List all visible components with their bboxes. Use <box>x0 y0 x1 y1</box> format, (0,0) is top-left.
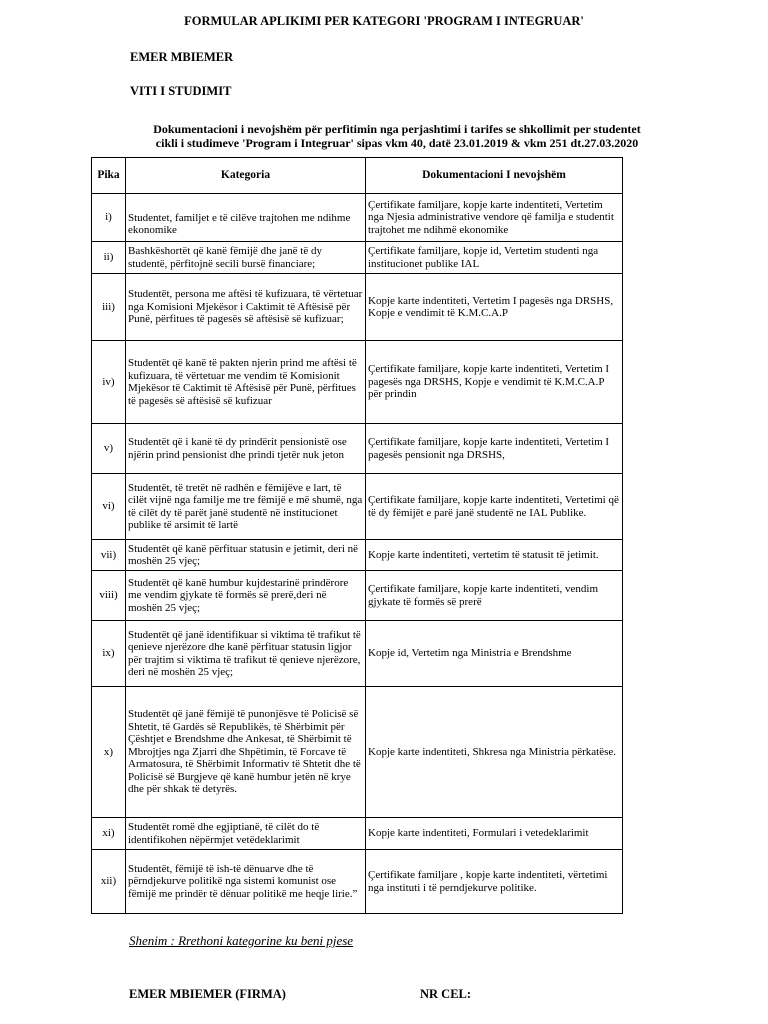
row-kategoria: Studentët, persona me aftësi të kufizuara, të vërtetuar nga Komisioni Mjekësor i Caktimit të Aftësisë për Punë, përfitues të pagesës së aftësisë së kufizuar; <box>126 274 366 341</box>
table-row <box>92 687 623 818</box>
phone-label: NR CEL: <box>420 987 472 1001</box>
table-row <box>92 341 623 424</box>
row-kategoria: Studentët që janë identifikuar si viktima të trafikut të qenieve njerëzore dhe kanë përfituar statusin ligjor për trajtim si viktima të trafikut të qenieve njerëzore, deri në moshën 25 vjeç; <box>126 621 366 687</box>
name-field-label: EMER MBIEMER <box>130 50 234 64</box>
row-dokumentacioni: Çertifikate familjare, kopje karte indentiteti, Vertetimi që të dy fëmijët e parë janë studentë ne IAL Publike. <box>366 474 623 540</box>
row-kategoria: Studentët që kanë humbur kujdestarinë prindërore me vendim gjykate të formës së prerë,deri në moshën 25 vjeç; <box>126 571 366 621</box>
row-kategoria: Studentët që kanë të pakten njerin prind me aftësi të kufizuara, të vërtetuar me vendim të Komisionit Mjekësor të Caktimit të Aftësisë për Punë, përfitues të pagesës së aftësisë së kufizuar <box>126 341 366 424</box>
row-dokumentacioni: Çertifikate familjare , kopje karte indentiteti, vërtetimi nga instituti i të perndjekurve politike. <box>366 850 623 914</box>
row-kategoria: Studentët që janë fëmijë të punonjësve të Policisë së Shtetit, të Gardës së Republikës, të Shërbimit për Çështjet e Brendshme dhe Ankesat, të Shërbimit të Mbrojtjes nga Zjarri dhe Shpëtimin, të Forcave të Armatosura, të Shërbimit Informativ të Shtetit dhe të Policisë së Burgjeve që kanë humbur jetën në krye dhe për shkak të detyrës. <box>126 687 366 818</box>
note-text: Shenim : Rrethoni kategorine ku beni pjese <box>129 933 354 948</box>
table-row <box>92 424 623 474</box>
row-pika: iv) <box>92 341 126 424</box>
row-pika: viii) <box>92 571 126 621</box>
row-pika: x) <box>92 687 126 818</box>
row-pika: ix) <box>92 621 126 687</box>
table-row <box>92 474 623 540</box>
table-row <box>92 850 623 914</box>
row-dokumentacioni: Çertifikate familjare, kopje karte indentiteti, Vertetim I pagesës nga DRSHS, Kopje e vendimit të K.M.C.A.P për prindin <box>366 341 623 424</box>
row-pika: vii) <box>92 540 126 571</box>
table-row <box>92 818 623 850</box>
table-row <box>92 621 623 687</box>
row-kategoria: Bashkëshortët që kanë fëmijë dhe janë të dy studentë, përfitojnë secili bursë financiare; <box>126 242 366 274</box>
intro-line-1: Dokumentacioni i nevojshëm për perfitimin nga perjashtimi i tarifes se shkollimit per studentet <box>153 122 641 136</box>
row-kategoria: Studentet, familjet e të cilëve trajtohen me ndihme ekonomike <box>126 194 366 242</box>
categories-table <box>91 157 623 914</box>
row-pika: xii) <box>92 850 126 914</box>
table-header-row <box>92 158 623 194</box>
row-pika: v) <box>92 424 126 474</box>
header-dokumentacioni: Dokumentacioni I nevojshëm <box>366 158 623 194</box>
study-year-label: VITI I STUDIMIT <box>130 84 232 98</box>
row-dokumentacioni: Kopje karte indentiteti, Vertetim I pagesës nga DRSHS, Kopje e vendimit të K.M.C.A.P <box>366 274 623 341</box>
signature-label: EMER MBIEMER (FIRMA) <box>129 987 286 1001</box>
table-row <box>92 274 623 341</box>
row-pika: ii) <box>92 242 126 274</box>
row-dokumentacioni: Kopje id, Vertetim nga Ministria e Brendshme <box>366 621 623 687</box>
row-pika: iii) <box>92 274 126 341</box>
table-row <box>92 540 623 571</box>
intro-text <box>92 122 702 150</box>
row-kategoria: Studentët që i kanë të dy prindërit pensionistë ose njërin prind pensionist dhe prindi tjetër nuk jeton <box>126 424 366 474</box>
row-dokumentacioni: Kopje karte indentiteti, vertetim të statusit të jetimit. <box>366 540 623 571</box>
row-dokumentacioni: Çertifikate familjare, kopje karte indentiteti, Vertetim nga Njesia administrative vendore që familja e studentit trajtohet me ndihmë ekonomike <box>366 194 623 242</box>
form-title: FORMULAR APLIKIMI PER KATEGORI 'PROGRAM I INTEGRUAR' <box>184 14 584 28</box>
row-kategoria: Studentët, fëmijë të ish-të dënuarve dhe të përndjekurve politikë nga sistemi komunist ose fëmijë me prindër të dënuar politikë me heqje lirie.” <box>126 850 366 914</box>
header-pika: Pika <box>92 158 126 194</box>
row-pika: i) <box>92 194 126 242</box>
row-dokumentacioni: Çertifikate familjare, kopje karte indentiteti, vendim gjykate të formës së prerë <box>366 571 623 621</box>
intro-line-2: cikli i studimeve 'Program i Integruar' sipas vkm 40, datë 23.01.2019 & vkm 251 dt.27.03.2020 <box>155 136 639 150</box>
table-row <box>92 571 623 621</box>
row-dokumentacioni: Kopje karte indentiteti, Formulari i vetedeklarimit <box>366 818 623 850</box>
row-pika: vi) <box>92 474 126 540</box>
row-dokumentacioni: Çertifikate familjare, kopje karte indentiteti, Vertetim I pagesës pensionit nga DRSHS, <box>366 424 623 474</box>
row-kategoria: Studentët romë dhe egjiptianë, të cilët do të identifikohen nëpërmjet vetëdeklarimit <box>126 818 366 850</box>
table-row <box>92 242 623 274</box>
table-row <box>92 194 623 242</box>
row-pika: xi) <box>92 818 126 850</box>
row-kategoria: Studentët që kanë përfituar statusin e jetimit, deri në moshën 25 vjeç; <box>126 540 366 571</box>
header-kategoria: Kategoria <box>126 158 366 194</box>
row-kategoria: Studentët, të tretët në radhën e fëmijëve e lart, të cilët vijnë nga familje me tre fëmijë e më shumë, nga të cilët dy të parët janë studentë në institucionet publike të arsimit të lartë <box>126 474 366 540</box>
row-dokumentacioni: Kopje karte indentiteti, Shkresa nga Ministria përkatëse. <box>366 687 623 818</box>
row-dokumentacioni: Çertifikate familjare, kopje id, Vertetim studenti nga institucionet publike IAL <box>366 242 623 274</box>
